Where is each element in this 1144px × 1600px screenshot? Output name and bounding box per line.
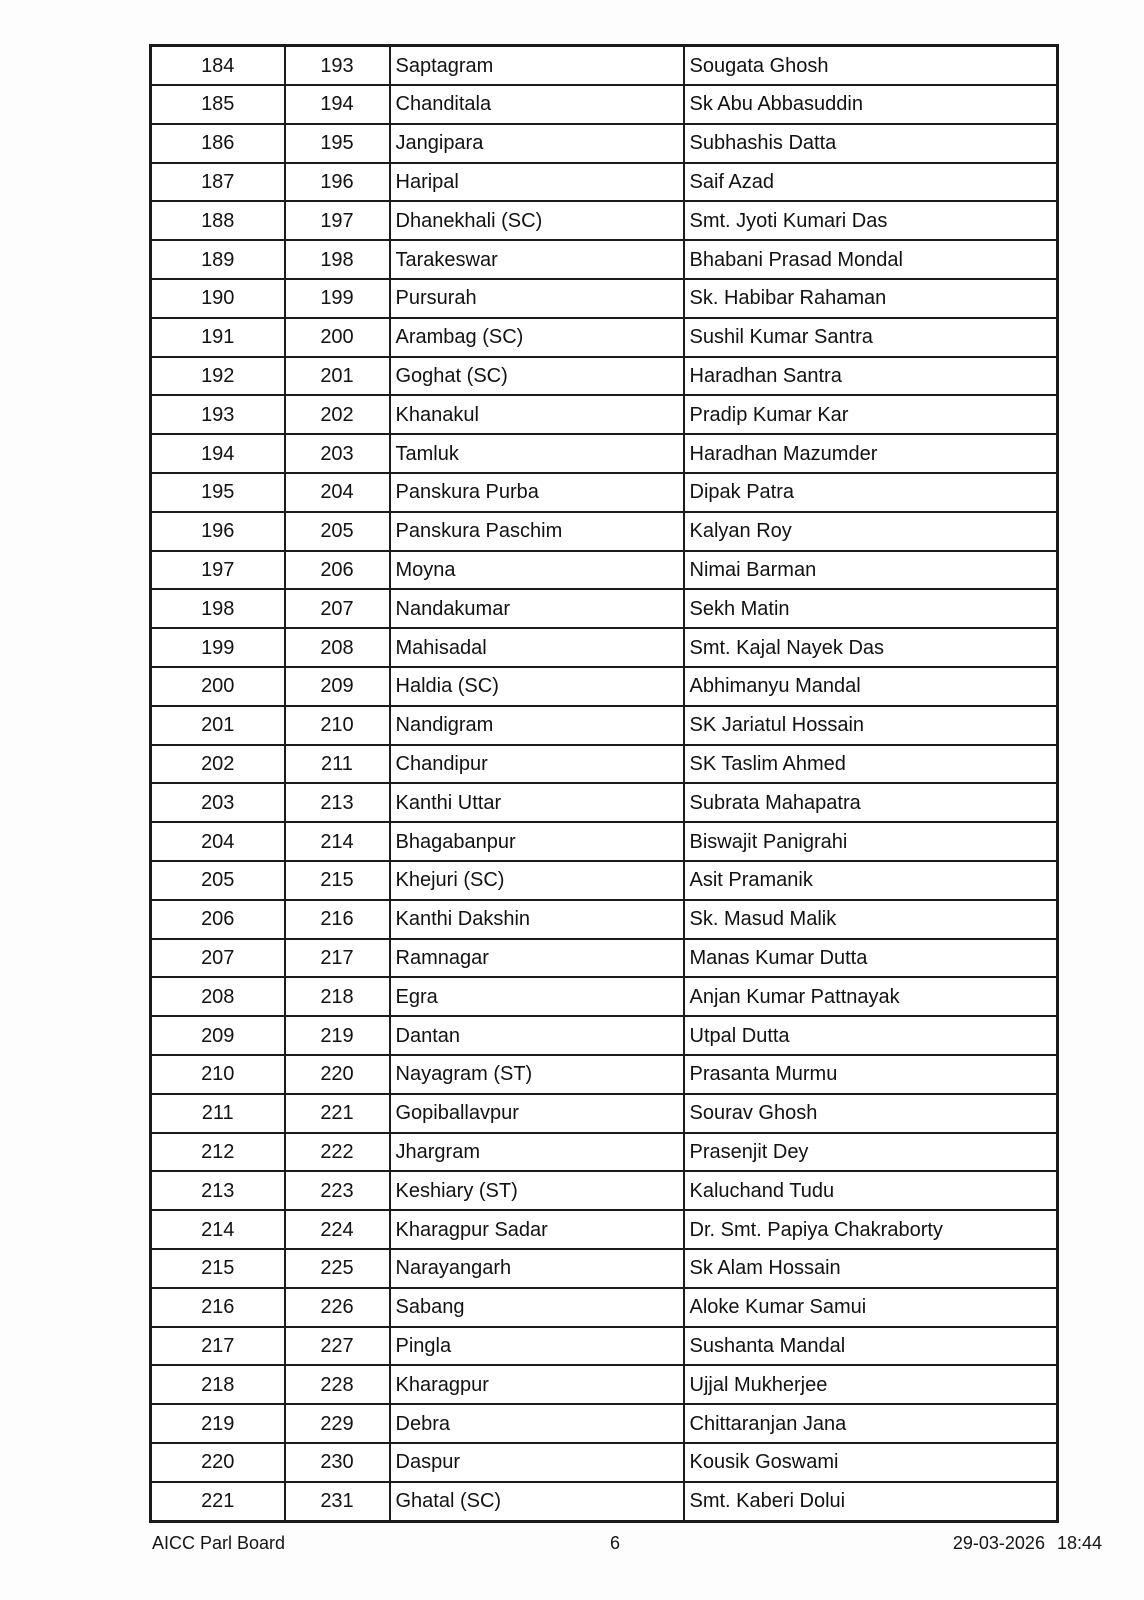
candidate-name-cell: Biswajit Panigrahi xyxy=(684,822,1058,861)
constituency-name-cell: Nayagram (ST) xyxy=(390,1055,684,1094)
constituency-no-cell: 207 xyxy=(285,589,390,628)
constituency-name-cell: Chanditala xyxy=(390,85,684,124)
table-row xyxy=(151,977,1058,1016)
constituency-name-cell: Haldia (SC) xyxy=(390,667,684,706)
constituency-name-cell: Ghatal (SC) xyxy=(390,1482,684,1522)
serial-cell: 205 xyxy=(151,861,285,900)
footer-date: 29-03-2026 xyxy=(952,1533,1045,1553)
candidate-name-cell: Sk Abu Abbasuddin xyxy=(684,85,1058,124)
table-row xyxy=(151,1327,1058,1366)
constituency-no-cell: 227 xyxy=(285,1327,390,1366)
table-row xyxy=(151,1365,1058,1404)
candidate-name-cell: Haradhan Mazumder xyxy=(684,434,1058,473)
serial-cell: 187 xyxy=(151,163,285,202)
serial-cell: 220 xyxy=(151,1443,285,1482)
constituency-no-cell: 211 xyxy=(285,745,390,784)
table-row xyxy=(151,589,1058,628)
constituency-name-cell: Haripal xyxy=(390,163,684,202)
table-row xyxy=(151,434,1058,473)
constituency-no-cell: 225 xyxy=(285,1249,390,1288)
serial-cell: 188 xyxy=(151,201,285,240)
constituency-name-cell: Saptagram xyxy=(390,46,684,86)
table-row xyxy=(151,163,1058,202)
table-row xyxy=(151,357,1058,396)
footer-page-number: 6 xyxy=(609,1533,621,1553)
table-row xyxy=(151,1016,1058,1055)
serial-cell: 198 xyxy=(151,589,285,628)
table-row xyxy=(151,706,1058,745)
constituency-no-cell: 215 xyxy=(285,861,390,900)
table-row xyxy=(151,46,1058,86)
table-row xyxy=(151,85,1058,124)
serial-cell: 196 xyxy=(151,512,285,551)
serial-cell: 219 xyxy=(151,1404,285,1443)
candidate-name-cell: Kalyan Roy xyxy=(684,512,1058,551)
candidate-name-cell: Prasanta Murmu xyxy=(684,1055,1058,1094)
constituency-name-cell: Sabang xyxy=(390,1288,684,1327)
serial-cell: 186 xyxy=(151,124,285,163)
footer-datetime xyxy=(953,1533,1102,1554)
table-row xyxy=(151,1133,1058,1172)
constituency-name-cell: Tarakeswar xyxy=(390,240,684,279)
candidate-name-cell: Manas Kumar Dutta xyxy=(684,939,1058,978)
candidate-name-cell: Sushil Kumar Santra xyxy=(684,318,1058,357)
serial-cell: 208 xyxy=(151,977,285,1016)
constituency-name-cell: Ramnagar xyxy=(390,939,684,978)
constituency-name-cell: Khanakul xyxy=(390,395,684,434)
constituency-no-cell: 219 xyxy=(285,1016,390,1055)
constituency-no-cell: 210 xyxy=(285,706,390,745)
serial-cell: 214 xyxy=(151,1210,285,1249)
serial-cell: 195 xyxy=(151,473,285,512)
constituency-no-cell: 231 xyxy=(285,1482,390,1522)
candidate-name-cell: Dr. Smt. Papiya Chakraborty xyxy=(684,1210,1058,1249)
serial-cell: 200 xyxy=(151,667,285,706)
candidate-name-cell: Anjan Kumar Pattnayak xyxy=(684,977,1058,1016)
candidate-name-cell: SK Taslim Ahmed xyxy=(684,745,1058,784)
constituency-name-cell: Nandigram xyxy=(390,706,684,745)
candidate-name-cell: Sushanta Mandal xyxy=(684,1327,1058,1366)
constituency-name-cell: Kanthi Dakshin xyxy=(390,900,684,939)
table-row xyxy=(151,240,1058,279)
constituency-no-cell: 195 xyxy=(285,124,390,163)
candidate-name-cell: Smt. Kajal Nayek Das xyxy=(684,628,1058,667)
table-row xyxy=(151,1094,1058,1133)
constituency-name-cell: Kharagpur xyxy=(390,1365,684,1404)
candidate-name-cell: Sourav Ghosh xyxy=(684,1094,1058,1133)
serial-cell: 212 xyxy=(151,1133,285,1172)
table-row xyxy=(151,551,1058,590)
candidate-name-cell: SK Jariatul Hossain xyxy=(684,706,1058,745)
constituency-name-cell: Dantan xyxy=(390,1016,684,1055)
candidate-table-body xyxy=(151,46,1058,1522)
serial-cell: 202 xyxy=(151,745,285,784)
constituency-name-cell: Khejuri (SC) xyxy=(390,861,684,900)
table-row xyxy=(151,1171,1058,1210)
serial-cell: 201 xyxy=(151,706,285,745)
table-row xyxy=(151,745,1058,784)
table-row xyxy=(151,1482,1058,1522)
constituency-name-cell: Bhagabanpur xyxy=(390,822,684,861)
constituency-no-cell: 209 xyxy=(285,667,390,706)
candidate-name-cell: Chittaranjan Jana xyxy=(684,1404,1058,1443)
constituency-name-cell: Tamluk xyxy=(390,434,684,473)
candidate-name-cell: Saif Azad xyxy=(684,163,1058,202)
serial-cell: 197 xyxy=(151,551,285,590)
candidate-name-cell: Dipak Patra xyxy=(684,473,1058,512)
candidate-name-cell: Smt. Jyoti Kumari Das xyxy=(684,201,1058,240)
constituency-no-cell: 198 xyxy=(285,240,390,279)
constituency-name-cell: Daspur xyxy=(390,1443,684,1482)
table-row xyxy=(151,1404,1058,1443)
constituency-name-cell: Pursurah xyxy=(390,279,684,318)
constituency-no-cell: 205 xyxy=(285,512,390,551)
candidate-name-cell: Asit Pramanik xyxy=(684,861,1058,900)
constituency-no-cell: 218 xyxy=(285,977,390,1016)
table-row xyxy=(151,512,1058,551)
candidate-name-cell: Nimai Barman xyxy=(684,551,1058,590)
constituency-no-cell: 201 xyxy=(285,357,390,396)
serial-cell: 203 xyxy=(151,783,285,822)
table-row xyxy=(151,473,1058,512)
candidate-name-cell: Sk. Habibar Rahaman xyxy=(684,279,1058,318)
table-row xyxy=(151,1288,1058,1327)
candidate-name-cell: Sougata Ghosh xyxy=(684,46,1058,86)
constituency-name-cell: Moyna xyxy=(390,551,684,590)
serial-cell: 216 xyxy=(151,1288,285,1327)
constituency-no-cell: 230 xyxy=(285,1443,390,1482)
footer-document-label: AICC Parl Board xyxy=(152,1533,286,1553)
table-row xyxy=(151,1249,1058,1288)
table-row xyxy=(151,201,1058,240)
serial-cell: 217 xyxy=(151,1327,285,1366)
serial-cell: 193 xyxy=(151,395,285,434)
table-row xyxy=(151,667,1058,706)
serial-cell: 189 xyxy=(151,240,285,279)
constituency-name-cell: Mahisadal xyxy=(390,628,684,667)
candidate-name-cell: Kousik Goswami xyxy=(684,1443,1058,1482)
serial-cell: 218 xyxy=(151,1365,285,1404)
candidate-name-cell: Subhashis Datta xyxy=(684,124,1058,163)
constituency-name-cell: Panskura Purba xyxy=(390,473,684,512)
table-row xyxy=(151,318,1058,357)
constituency-name-cell: Kanthi Uttar xyxy=(390,783,684,822)
constituency-no-cell: 216 xyxy=(285,900,390,939)
candidate-name-cell: Aloke Kumar Samui xyxy=(684,1288,1058,1327)
constituency-no-cell: 226 xyxy=(285,1288,390,1327)
serial-cell: 211 xyxy=(151,1094,285,1133)
constituency-name-cell: Nandakumar xyxy=(390,589,684,628)
constituency-no-cell: 199 xyxy=(285,279,390,318)
constituency-no-cell: 221 xyxy=(285,1094,390,1133)
candidate-table xyxy=(149,44,1059,1523)
serial-cell: 191 xyxy=(151,318,285,357)
constituency-no-cell: 223 xyxy=(285,1171,390,1210)
candidate-name-cell: Smt. Kaberi Dolui xyxy=(684,1482,1058,1522)
constituency-no-cell: 220 xyxy=(285,1055,390,1094)
serial-cell: 199 xyxy=(151,628,285,667)
constituency-no-cell: 197 xyxy=(285,201,390,240)
candidate-name-cell: Sekh Matin xyxy=(684,589,1058,628)
constituency-name-cell: Debra xyxy=(390,1404,684,1443)
constituency-no-cell: 202 xyxy=(285,395,390,434)
constituency-name-cell: Narayangarh xyxy=(390,1249,684,1288)
table-row xyxy=(151,395,1058,434)
constituency-name-cell: Panskura Paschim xyxy=(390,512,684,551)
constituency-no-cell: 222 xyxy=(285,1133,390,1172)
constituency-name-cell: Kharagpur Sadar xyxy=(390,1210,684,1249)
serial-cell: 215 xyxy=(151,1249,285,1288)
table-row xyxy=(151,783,1058,822)
constituency-no-cell: 204 xyxy=(285,473,390,512)
table-row xyxy=(151,279,1058,318)
constituency-name-cell: Egra xyxy=(390,977,684,1016)
table-row xyxy=(151,822,1058,861)
constituency-no-cell: 214 xyxy=(285,822,390,861)
constituency-name-cell: Jangipara xyxy=(390,124,684,163)
candidate-name-cell: Sk. Masud Malik xyxy=(684,900,1058,939)
serial-cell: 204 xyxy=(151,822,285,861)
candidate-name-cell: Utpal Dutta xyxy=(684,1016,1058,1055)
serial-cell: 190 xyxy=(151,279,285,318)
constituency-no-cell: 206 xyxy=(285,551,390,590)
footer-time: 18:44 xyxy=(1056,1533,1102,1553)
constituency-name-cell: Arambag (SC) xyxy=(390,318,684,357)
table-row xyxy=(151,1210,1058,1249)
candidate-name-cell: Sk Alam Hossain xyxy=(684,1249,1058,1288)
constituency-no-cell: 200 xyxy=(285,318,390,357)
serial-cell: 185 xyxy=(151,85,285,124)
candidate-name-cell: Haradhan Santra xyxy=(684,357,1058,396)
constituency-no-cell: 213 xyxy=(285,783,390,822)
constituency-name-cell: Dhanekhali (SC) xyxy=(390,201,684,240)
constituency-no-cell: 208 xyxy=(285,628,390,667)
constituency-name-cell: Keshiary (ST) xyxy=(390,1171,684,1210)
table-row xyxy=(151,900,1058,939)
candidate-name-cell: Kaluchand Tudu xyxy=(684,1171,1058,1210)
constituency-no-cell: 229 xyxy=(285,1404,390,1443)
constituency-no-cell: 203 xyxy=(285,434,390,473)
constituency-no-cell: 194 xyxy=(285,85,390,124)
candidate-name-cell: Bhabani Prasad Mondal xyxy=(684,240,1058,279)
serial-cell: 184 xyxy=(151,46,285,86)
serial-cell: 210 xyxy=(151,1055,285,1094)
candidate-name-cell: Ujjal Mukherjee xyxy=(684,1365,1058,1404)
table-row xyxy=(151,939,1058,978)
table-row xyxy=(151,1443,1058,1482)
candidate-name-cell: Pradip Kumar Kar xyxy=(684,395,1058,434)
serial-cell: 206 xyxy=(151,900,285,939)
constituency-name-cell: Goghat (SC) xyxy=(390,357,684,396)
serial-cell: 207 xyxy=(151,939,285,978)
constituency-name-cell: Chandipur xyxy=(390,745,684,784)
serial-cell: 209 xyxy=(151,1016,285,1055)
table-row xyxy=(151,861,1058,900)
constituency-name-cell: Pingla xyxy=(390,1327,684,1366)
serial-cell: 194 xyxy=(151,434,285,473)
page-footer xyxy=(0,1533,1144,1557)
constituency-no-cell: 224 xyxy=(285,1210,390,1249)
serial-cell: 221 xyxy=(151,1482,285,1522)
table-row xyxy=(151,124,1058,163)
constituency-no-cell: 217 xyxy=(285,939,390,978)
table-row xyxy=(151,628,1058,667)
candidate-name-cell: Subrata Mahapatra xyxy=(684,783,1058,822)
candidate-name-cell: Abhimanyu Mandal xyxy=(684,667,1058,706)
serial-cell: 213 xyxy=(151,1171,285,1210)
constituency-no-cell: 228 xyxy=(285,1365,390,1404)
constituency-no-cell: 193 xyxy=(285,46,390,86)
constituency-name-cell: Gopiballavpur xyxy=(390,1094,684,1133)
serial-cell: 192 xyxy=(151,357,285,396)
constituency-no-cell: 196 xyxy=(285,163,390,202)
constituency-name-cell: Jhargram xyxy=(390,1133,684,1172)
table-row xyxy=(151,1055,1058,1094)
candidate-name-cell: Prasenjit Dey xyxy=(684,1133,1058,1172)
